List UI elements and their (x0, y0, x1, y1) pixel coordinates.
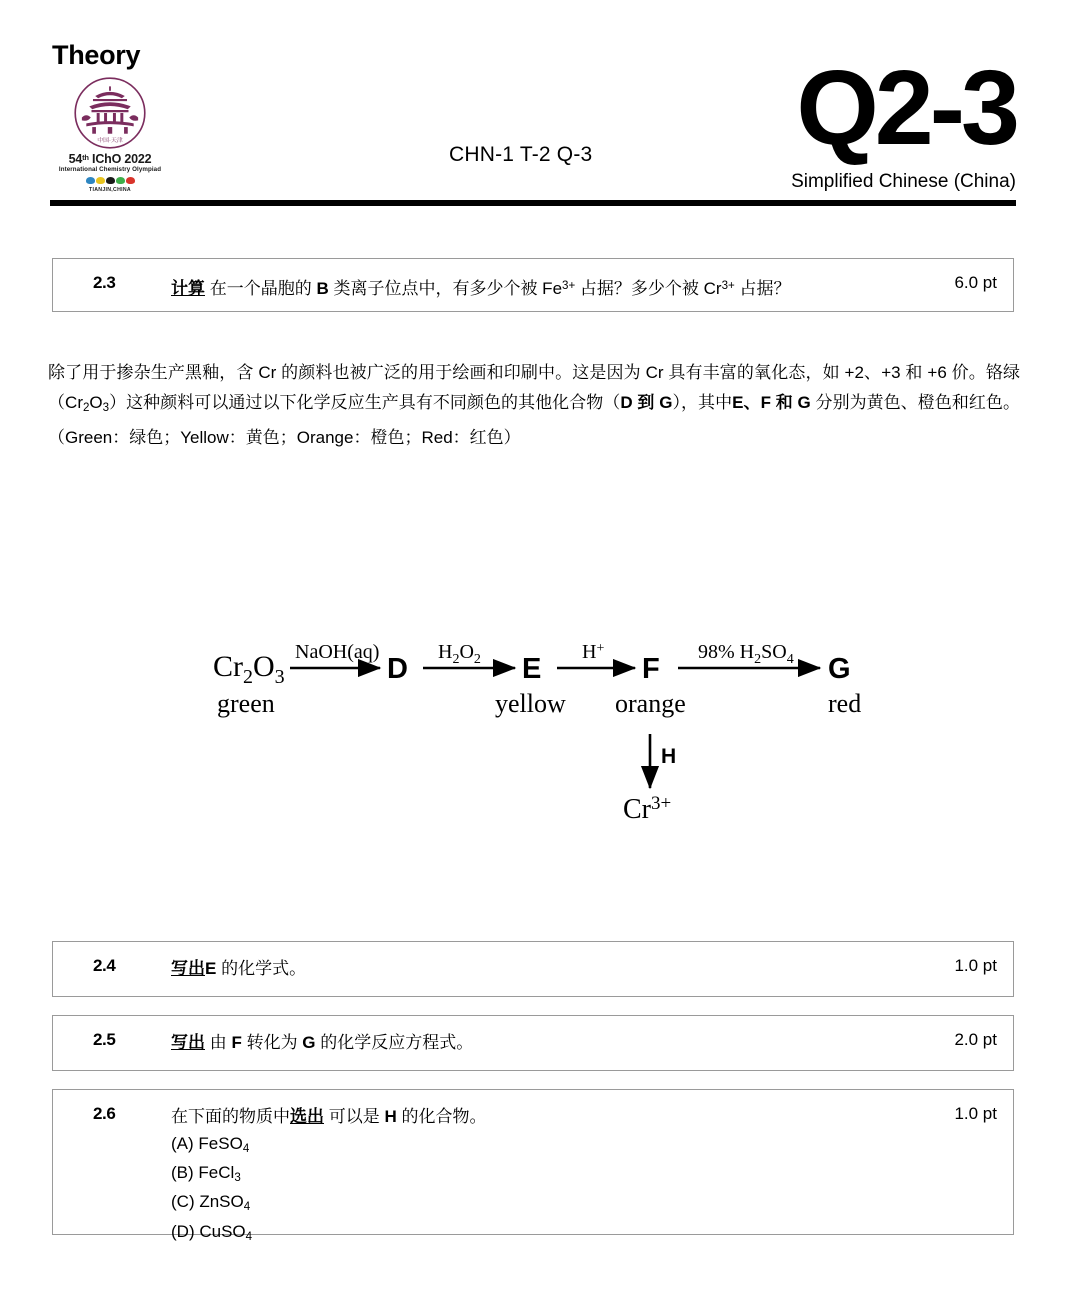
scheme-product-f: F (642, 653, 660, 685)
icho-logo (58, 76, 162, 196)
question-box-2-3 (52, 258, 1014, 312)
question-verb-2-5: 写出 (171, 1033, 205, 1052)
question-number-badge: Q2-3 (796, 49, 1016, 167)
question-verb-2-6: 选出 (290, 1107, 324, 1126)
icho-emblem-icon (73, 76, 147, 150)
scheme-color-red: red (828, 689, 862, 718)
question-box-2-6 (52, 1089, 1014, 1243)
question-points-2-5: 2.0 pt (954, 1030, 997, 1049)
header-divider (50, 200, 1016, 206)
question-text-2-6 (171, 1104, 887, 1249)
intro-sub-2: 3 (102, 401, 110, 414)
scheme-reagent-naoh: NaOH(aq) (295, 641, 380, 663)
intro-line-2b: O (89, 392, 103, 412)
question-id-2-4: 2.4 (93, 956, 116, 975)
scheme-product-e: E (522, 653, 542, 685)
question-id-2-6: 2.6 (93, 1104, 116, 1123)
emblem-city-text: 中国·天津 (97, 137, 123, 144)
logo-event-year: IChO 2022 (88, 152, 152, 167)
option-d-label: (D) (171, 1221, 195, 1241)
option-d[interactable] (171, 1220, 887, 1249)
logo-edition-number: 54 (68, 152, 83, 167)
question-body-2-6: 在下面的物质中选出 可以是 H 的化合物。 (171, 1107, 487, 1126)
logo-color-dots (58, 176, 162, 185)
intro-line-3: 分别为黄色、橙色和红色。（Green：绿色；Yellow：黄色；Orange：橙色；Red：红色） (48, 392, 1020, 448)
option-c-formula: ZnSO$_4$ (199, 1192, 251, 1214)
option-c-label: (C) (171, 1192, 195, 1212)
question-text-2-5 (171, 1030, 887, 1056)
question-options-2-6 (171, 1132, 887, 1249)
option-c[interactable] (171, 1190, 887, 1219)
intro-line-2d: ），其中 (672, 392, 733, 412)
scheme-product-cr3plus: $Cr^{3+}$ (623, 793, 672, 825)
question-points-2-6: 1.0 pt (954, 1104, 997, 1123)
question-text-2-3 (171, 273, 887, 302)
scheme-reactant-cr2o3: $Cr_2O_3$ (213, 650, 285, 688)
logo-dot-blue (86, 177, 95, 184)
question-body-2-4: E 的化学式。 (205, 959, 307, 978)
logo-dot-green (116, 177, 125, 184)
option-b[interactable] (171, 1161, 887, 1190)
scheme-color-green: green (217, 689, 275, 718)
option-a-label: (A) (171, 1134, 194, 1153)
scheme-reagent-h: H (661, 745, 677, 768)
scheme-product-g: G (828, 653, 851, 685)
question-points-2-3: 6.0 pt (954, 273, 997, 292)
question-id-2-3: 2.3 (93, 273, 116, 292)
logo-subtitle: International Chemistry Olympiad (58, 166, 162, 174)
question-body-2-5: 由 F 转化为 G 的化学反应方程式。 (205, 1033, 474, 1052)
option-a-formula: FeSO$_4$ (198, 1134, 250, 1156)
scheme-reagent-hplus: H+ (582, 641, 605, 663)
intro-line-2a: +3 和 +6 价。铬绿（Cr (48, 363, 1021, 412)
logo-city-label: TIANJIN,CHINA (89, 187, 131, 194)
logo-dot-yellow (96, 177, 105, 184)
scheme-product-d: D (387, 653, 408, 685)
logo-dot-red (126, 177, 135, 184)
logo-dot-black (106, 177, 115, 184)
intro-paragraph (48, 358, 1020, 453)
scheme-reagent-h2so4: 98% $H_2SO_4$ (698, 641, 794, 667)
page-header (0, 0, 1086, 215)
scheme-color-orange: orange (615, 689, 686, 718)
document-code: CHN-1 T-2 Q-3 (449, 143, 593, 166)
logo-edition-suffix: th (82, 153, 89, 162)
intro-line-2c: ）这种颜料可以通过以下化学反应生产具有不同颜色的其他化合物（ (109, 392, 621, 412)
intro-line-1: 除了用于掺杂生产黑釉，含 Cr 的颜料也被广泛的用于绘画和印刷中。这是因为 Cr 具有丰富的氧化态，如 +2、 (48, 363, 882, 382)
intro-compounds-range: D 到 G (620, 392, 673, 412)
logo-wordmark (58, 151, 162, 166)
intro-compounds-efg: E、F 和 G (732, 392, 811, 412)
reaction-scheme-diagram (195, 630, 895, 830)
question-text-2-4 (171, 956, 887, 982)
option-b-label: (B) (171, 1163, 194, 1183)
language-label: Simplified Chinese (China) (791, 171, 1016, 192)
option-d-formula: CuSO$_4$ (199, 1221, 253, 1243)
question-verb-2-3: 计算 (171, 278, 205, 298)
question-verb-2-4: 写出 (171, 959, 205, 978)
question-id-2-5: 2.5 (93, 1030, 116, 1049)
scheme-reagent-h2o2: $H_2O_2$ (438, 641, 481, 667)
intro-sub-1: 2 (82, 401, 90, 414)
question-box-2-4 (52, 941, 1014, 997)
page-title: Theory (52, 40, 141, 70)
question-box-2-5 (52, 1015, 1014, 1071)
scheme-color-yellow: yellow (495, 689, 566, 718)
option-b-formula: FeCl$_3$ (198, 1163, 241, 1185)
question-body-2-3: 在一个晶胞的 B 类离子位点中，有多少个被 $Fe^{3+}$ 占据？多少个被 $Cr^{3+}$ 占据？ (205, 278, 791, 298)
question-points-2-4: 1.0 pt (954, 956, 997, 975)
option-a[interactable] (171, 1132, 887, 1161)
